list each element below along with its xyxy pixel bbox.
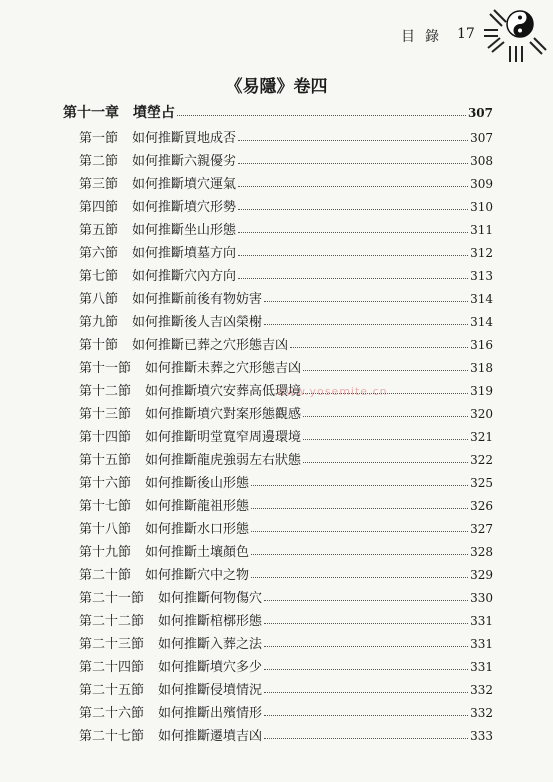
section-label: 第十九節	[79, 545, 132, 560]
leader-dots	[238, 231, 468, 233]
section-page: 325	[470, 476, 493, 490]
section-label: 第四節	[79, 200, 119, 215]
section-title: 如何推斷墳墓方向	[132, 246, 237, 261]
section-label: 第七節	[79, 269, 119, 284]
section-page: 329	[470, 568, 493, 582]
section-label: 第二十七節	[79, 729, 145, 744]
section-page: 326	[470, 499, 493, 513]
section-entry[interactable]	[79, 288, 493, 308]
leader-dots	[177, 114, 466, 116]
section-page: 313	[470, 269, 493, 283]
section-page: 314	[470, 292, 493, 306]
section-entry[interactable]	[79, 587, 493, 607]
section-label: 第八節	[79, 292, 119, 307]
section-title: 如何推斷墳穴運氣	[132, 177, 237, 192]
leader-dots	[264, 645, 468, 647]
section-entry[interactable]	[79, 472, 493, 492]
section-title: 如何推斷墳穴多少	[158, 660, 263, 675]
section-title: 如何推斷龍祖形態	[145, 499, 250, 514]
section-entry[interactable]	[79, 633, 493, 653]
section-page: 310	[470, 200, 493, 214]
leader-dots	[238, 139, 468, 141]
volume-title: 《易隱》卷四	[225, 77, 328, 97]
section-entry[interactable]	[79, 219, 493, 239]
section-page: 332	[470, 683, 493, 697]
section-label: 第三節	[79, 177, 119, 192]
page-header	[0, 22, 553, 62]
section-entry[interactable]	[79, 702, 493, 722]
leader-dots	[238, 277, 468, 279]
leader-dots	[264, 622, 468, 624]
leader-dots	[264, 737, 468, 739]
leader-dots	[303, 461, 468, 463]
leader-dots	[264, 323, 468, 325]
taiji-bagua-icon	[480, 6, 550, 68]
section-label: 第五節	[79, 223, 119, 238]
section-title: 如何推斷後山形態	[145, 476, 250, 491]
leader-dots	[251, 530, 468, 532]
section-label: 第十四節	[79, 430, 132, 445]
section-page: 331	[470, 660, 493, 674]
section-title: 如何推斷棺槨形態	[158, 614, 263, 629]
running-head-title: 目錄	[401, 29, 449, 45]
section-title: 如何推斷土壤顏色	[145, 545, 250, 560]
section-title: 如何推斷墳穴安葬高低環境	[145, 384, 302, 399]
leader-dots	[238, 254, 468, 256]
section-page: 318	[470, 361, 493, 375]
leader-dots	[264, 668, 468, 670]
watermark: www.yosemite.cn	[276, 385, 388, 398]
section-label: 第十五節	[79, 453, 132, 468]
section-title: 如何推斷龍虎強弱左右狀態	[145, 453, 302, 468]
section-title: 如何推斷穴內方向	[132, 269, 237, 284]
section-page: 333	[470, 729, 493, 743]
section-page: 320	[470, 407, 493, 421]
section-page: 312	[470, 246, 493, 260]
section-label: 第十六節	[79, 476, 132, 491]
leader-dots	[264, 691, 468, 693]
section-title: 如何推斷坐山形態	[132, 223, 237, 238]
section-entry[interactable]	[79, 357, 493, 377]
section-page: 332	[470, 706, 493, 720]
section-label: 第二節	[79, 154, 119, 169]
section-title: 如何推斷未葬之穴形態吉凶	[145, 361, 302, 376]
section-title: 如何推斷買地成否	[132, 131, 237, 146]
leader-dots	[251, 553, 468, 555]
section-page: 331	[470, 637, 493, 651]
leader-dots	[303, 369, 468, 371]
section-entry[interactable]	[79, 242, 493, 262]
section-page: 331	[470, 614, 493, 628]
section-label: 第二十六節	[79, 706, 145, 721]
chapter-title: 墳塋占	[133, 105, 175, 121]
section-page: 319	[470, 384, 493, 398]
section-title: 如何推斷前後有物妨害	[132, 292, 263, 307]
section-entry[interactable]	[79, 610, 493, 630]
section-entry[interactable]	[79, 334, 493, 354]
section-title: 如何推斷侵墳情況	[158, 683, 263, 698]
section-title: 如何推斷明堂寬窄周邊環境	[145, 430, 302, 445]
section-page: 321	[470, 430, 493, 444]
section-title: 如何推斷已葬之穴形態吉凶	[132, 338, 289, 353]
section-entry[interactable]	[79, 196, 493, 216]
section-entry[interactable]	[79, 403, 493, 423]
section-entry[interactable]	[79, 656, 493, 676]
section-title: 如何推斷入葬之法	[158, 637, 263, 652]
section-entry[interactable]	[79, 679, 493, 699]
section-page: 316	[470, 338, 493, 352]
section-label: 第二十二節	[79, 614, 145, 629]
section-title: 如何推斷何物傷穴	[158, 591, 263, 606]
section-entry[interactable]	[79, 449, 493, 469]
section-label: 第十節	[79, 338, 119, 353]
chapter-page: 307	[467, 106, 493, 120]
section-title: 如何推斷出殯情形	[158, 706, 263, 721]
leader-dots	[238, 208, 468, 210]
section-title: 如何推斷穴中之物	[145, 568, 250, 583]
leader-dots	[264, 599, 468, 601]
section-page: 328	[470, 545, 493, 559]
chapter-label: 第十一章	[63, 105, 119, 121]
section-entry[interactable]	[79, 173, 493, 193]
section-title: 如何推斷遷墳吉凶	[158, 729, 263, 744]
leader-dots	[264, 714, 468, 716]
section-page: 309	[470, 177, 493, 191]
chapter-entry[interactable]	[63, 102, 493, 122]
section-entry[interactable]	[79, 518, 493, 538]
section-label: 第二十三節	[79, 637, 145, 652]
section-entry[interactable]	[79, 725, 493, 745]
section-entry[interactable]	[79, 150, 493, 170]
leader-dots	[290, 346, 468, 348]
section-label: 第二十四節	[79, 660, 145, 675]
leader-dots	[251, 576, 468, 578]
section-label: 第十七節	[79, 499, 132, 514]
leader-dots	[264, 300, 468, 302]
section-entry[interactable]	[79, 265, 493, 285]
leader-dots	[238, 162, 468, 164]
section-page: 330	[470, 591, 493, 605]
section-title: 如何推斷墳穴形勢	[132, 200, 237, 215]
section-label: 第十一節	[79, 361, 132, 376]
section-label: 第一節	[79, 131, 119, 146]
section-entry[interactable]	[79, 541, 493, 561]
section-title: 如何推斷水口形態	[145, 522, 250, 537]
section-entry[interactable]	[79, 426, 493, 446]
section-entry[interactable]	[79, 564, 493, 584]
section-label: 第九節	[79, 315, 119, 330]
leader-dots	[251, 484, 468, 486]
section-title: 如何推斷後人吉凶榮榭	[132, 315, 263, 330]
section-entry[interactable]	[79, 311, 493, 331]
section-page: 308	[470, 154, 493, 168]
section-page: 314	[470, 315, 493, 329]
section-page: 307	[470, 131, 493, 145]
section-entry[interactable]	[79, 127, 493, 147]
section-title: 如何推斷墳穴對案形態觀感	[145, 407, 302, 422]
section-label: 第十八節	[79, 522, 132, 537]
leader-dots	[303, 438, 468, 440]
section-label: 第二十節	[79, 568, 132, 583]
leader-dots	[238, 185, 468, 187]
section-label: 第二十一節	[79, 591, 145, 606]
section-label: 第十二節	[79, 384, 132, 399]
section-page: 327	[470, 522, 493, 536]
leader-dots	[303, 415, 468, 417]
section-page: 322	[470, 453, 493, 467]
section-page: 311	[470, 223, 493, 237]
section-label: 第二十五節	[79, 683, 145, 698]
section-entry[interactable]	[79, 495, 493, 515]
section-label: 第六節	[79, 246, 119, 261]
section-title: 如何推斷六親優劣	[132, 154, 237, 169]
running-head-page-number: 17	[457, 26, 475, 42]
section-label: 第十三節	[79, 407, 132, 422]
leader-dots	[251, 507, 468, 509]
